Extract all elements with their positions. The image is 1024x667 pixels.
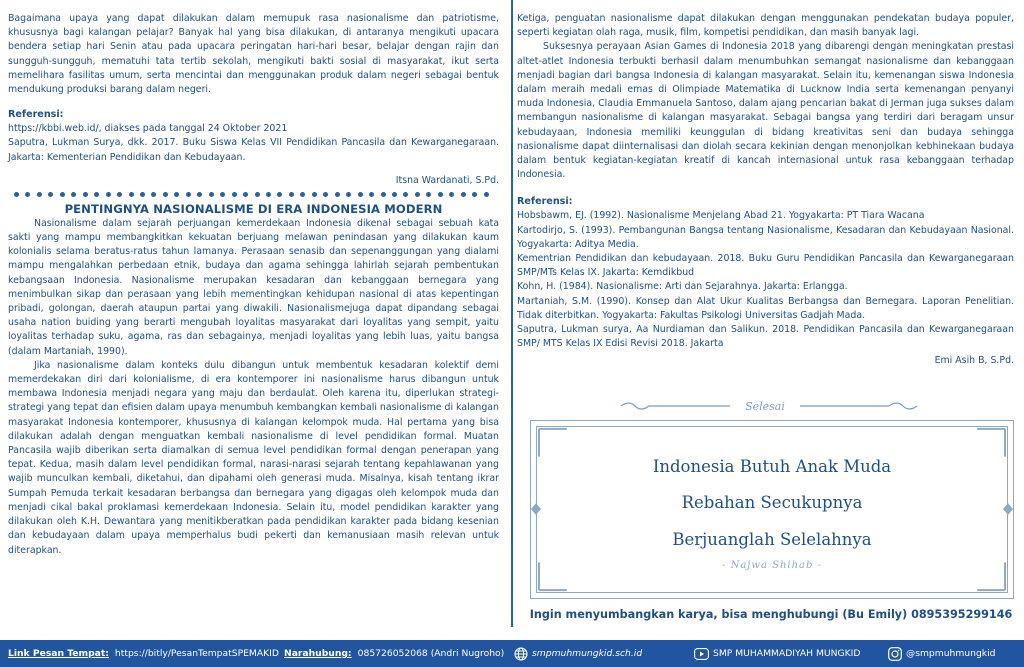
footer-bar <box>0 640 1024 667</box>
footer-youtube[interactable]: SMP MUHAMMADIYAH MUNGKID <box>713 648 861 659</box>
left-reference-2: Saputra, Lukman Surya, dkk. 2017. Buku Siswa Kelas VII Pendidikan Pancasila dan Kewarganegaraan. Jakarta: Kementerian Pendidikan dan Kebudayaan. <box>8 137 499 163</box>
right-column <box>517 0 1024 621</box>
right-reference-4: Kohn, H. (1984). Nasionalisme: Arti dan Sejarahnya. Jakarta: Erlangga. <box>517 281 848 293</box>
footer-link[interactable]: https://bitly/PesanTempatSPEMAKID <box>114 648 279 659</box>
right-references-title: Referensi: <box>517 196 573 208</box>
left-author: Itsna Wardanati, S.Pd. <box>395 174 499 186</box>
left-reference-1: https://kbbi.web.id/, diakses pada tanggal 24 Oktober 2021 <box>8 123 288 135</box>
right-reference-1: Hobsbawm, EJ. (1992). Nasionalisme Menjelang Abad 21. Yogyakarta: PT Tiara Wacana <box>517 210 925 222</box>
footer-instagram[interactable]: @smpmuhmungkid <box>906 648 996 659</box>
quote-signature: - Najwa Shihab - <box>722 560 822 571</box>
contribution-cta: Ingin menyumbangkan karya, bisa menghubungi (Bu Emily) 0895395299146 <box>529 608 1013 621</box>
quote-line-3: Berjuanglah Selelahnya <box>672 530 872 549</box>
section-title: PENTINGNYA NASIONALISME DI ERA INDONESIA MODERN <box>64 201 443 216</box>
footer-website[interactable]: smpmuhmungkid.sch.id <box>532 648 643 659</box>
dotted-separator <box>8 191 499 199</box>
right-reference-3: Kementrian Pendidikan dan kebudayaan. 2018. Buku Guru Pendidikan Pancasila dan Kewarganegaraan SMP/MTs Kelas IX. Jakarta: Kemdikbud <box>517 253 1014 279</box>
footer-link-label: Link Pesan Tempat: <box>8 648 109 659</box>
intro-paragraph: Bagaimana upaya yang dapat dilakukan dalam memupuk rasa nasionalisme dan patriotisme, khususnya bagi kalangan pelajar? Banyak hal yang bisa dilakukan, di antaranya mengikuti upacara bendera setiap hari Senin atau pada upacara peringatan hari-hari besar, belajar dengan rajin dan sungguh-sungguh, mematuhi tata tertib sekolah, mengikuti bakti sosial di masyarakat, ikut serta memelihara fasilitas umum, serta mencintai dan menggunakan produk dalam negeri sebagai bentuk mendukung produksi barang dalam negeri. <box>8 13 499 96</box>
quote-frame <box>530 420 1014 599</box>
right-author: Emi Asih B, S.Pd. <box>934 355 1014 367</box>
instagram-icon <box>888 647 902 661</box>
article-paragraph-2: Jika nasionalisme dalam konteks dulu dibangun untuk membentuk kesadaran kolektif demi memerdekakan diri dari kolonialisme, di era kontemporer ini nasionalisme harus dibangun untuk membawa Indonesia menjadi negara yang maju dan berdaulat. Oleh karena itu, diperlukan strategi-strategi yang tepat dan efisien dalam upaya menumbuh kembangkan kembali nasionalisme di kalangan masyarakat Indonesia kontemporer, khususnya di kalangan kelompok muda. Hal pertama yang bisa dilakukan adalah dengan menguatkan kembali nasionalisme di level pendidikan formal. Muatan Pancasila wajib diberikan serta diamalkan di semua level pendidikan formal dengan penerapan yang tepat. Kedua, masih dalam level pendidikan formal, narasi-narasi sejarah tentang kepahlawanan yang wajib munculkan kembali, diketahui, dan dipahami oleh generasi muda. Misalnya, kisah tentang ikrar Sumpah Pemuda terkait kesadaran berbangsa dan bernegara yang digagas oleh kelompok muda dan menjadi cikal bakal proklamasi kemerdekaan Indonesia. Selain itu, model pendidikan karakter yang dilakukan oleh K.H. Dewantara yang menitikberatkan pada pendidikan karakter pada bidang kesenian dan kebudayaan dalam upaya memperhalus budi pekerti dan kemanusiaan masih relevan untuk diterapkan. <box>8 359 499 556</box>
article-paragraph-3: Ketiga, penguatan nasionalisme dapat dilakukan dengan menggunakan pendekatan budaya populer, seperti kegiatan olah raga, musik, film, kompetisi pendidikan, dan masih banyak lagi. <box>517 13 1014 39</box>
footer-contact-label: Narahubung: <box>284 648 352 659</box>
column-divider <box>511 0 513 627</box>
selesai-ornament <box>517 397 1014 417</box>
youtube-icon <box>694 648 709 660</box>
globe-icon <box>514 647 528 661</box>
right-reference-2: Kartodirjo, S. (1993). Pembangunan Bangsa tentang Nasionalisme, Kesadaran dan Kebudayaan Nasional. Yogyakarta: Aditya Media. <box>517 224 1014 250</box>
footer-contact: 085726052068 (Andri Nugroho) <box>357 648 505 659</box>
article-paragraph-1: Nasionalisme dalam sejarah perjuangan kemerdekaan Indonesia dikenal sebagai sebuah kata sakti yang mampu membangkitkan kekuatan berjuang melawan penindasan yang dilakukan kaum kolonialis selama beratus-ratus tahun lamanya. Perasaan senasib dan sepenanggungan yang dialami mampu mengalahkan perbedaan etnik, budaya dan agama sehingga lahirlah sejarah pembentukan kebangsaan Indonesia. Nasionalisme merupakan kesadaran dan kebanggaan bernegara yang menimbulkan sikap dan perasaan yang lebih mementingkan kehidupan nasional di atas kepentingan pribadi, golongan, daerah ataupun partai yang diwakili. Nasionalismejuga dapat dipandang sebagai usaha nation buiding yang berarti mengubah loyalitas masyarakat dari loyalitas yang sempit, yaitu loyalitas terhadap suku, agama, ras dan sebagainya, menjadi loyalitas yang lebih luas, yaitu bangsa (dalam Martaniah, 1990). <box>8 217 499 357</box>
selesai-text: Selesai <box>745 400 785 413</box>
left-column <box>0 0 509 558</box>
quote-line-2: Rebahan Secukupnya <box>681 493 863 512</box>
left-references-title: Referensi: <box>8 109 64 121</box>
article-paragraph-4: Suksesnya perayaan Asian Games di Indonesia 2018 yang dibarengi dengan meningkatan prestasi altet-atlet Indonesia terbukti berhasil dalam menumbuhkan semangat nasionalisme dan kebanggaan menjadi bagian dari bangsa Indonesia di kalangan masyarakat. Selain itu, kemenangan siswa Indonesia dalam meraih medali emas di Olimpiade Matematika di Lucknow India serta kemenangan penyanyi muda Indonesia, Claudia Emmanuela Santoso, dalam ajang pencarian bakat di Jerman juga sukses dalam membangun nasionalisme di kalangan masyarakat. Sebagai bangsa yang terdiri dari beragam unsur kebudayaan, Indonesia memiliki keunggulan di bidang kreativitas seni dan budaya sehingga nasionalisme dapat diinternalisasi dan diolah secara kekinian dengan menonjolkan kebhinekaan budaya dalam bentuk kegiatan-kegiatan kreatif di kancah internasional untuk rasa kebanggaan terhadap Indonesia. <box>517 41 1014 181</box>
right-reference-6: Saputra, Lukman surya, Aa Nurdiaman dan Salikun. 2018. Pendidikan Pancasila dan Kewarganegaraan SMP/ MTS Kelas IX Edisi Revisi 2018. Jakarta <box>517 324 1014 350</box>
quote-line-1: Indonesia Butuh Anak Muda <box>652 457 892 476</box>
right-reference-5: Martaniah, S.M. (1990). Konsep dan Alat Ukur Kualitas Berbangsa dan Bernegara. Laporan Penelitian. Tidak diterbitkan. Yogyakarta: Fakultas Psikologi Universitas Gadjah Mada. <box>517 295 1014 321</box>
